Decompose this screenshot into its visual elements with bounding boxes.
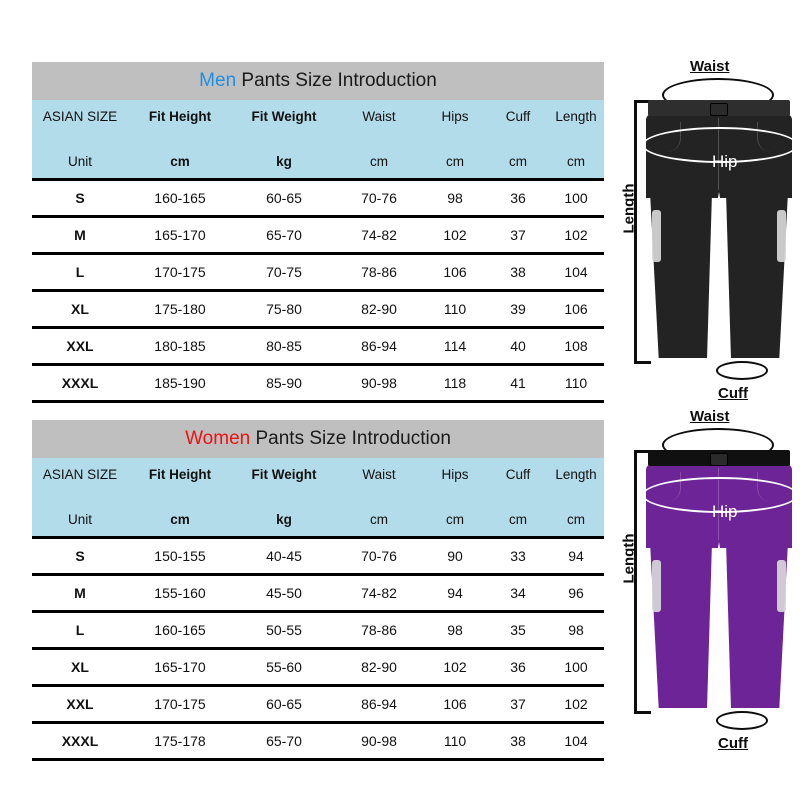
women-header-row [32,458,604,492]
women-waist-label: Waist [690,408,730,425]
table-row [32,650,604,684]
cell-waist: 74-82 [361,585,397,601]
cell-waist: 82-90 [361,659,397,675]
cell-hips: 106 [443,264,467,280]
cell-fit-height: 185-190 [154,375,206,391]
cell-cuff: 40 [510,338,526,354]
cell-fit-weight: 75-80 [266,301,302,317]
women-title-rest: Pants Size Introduction [250,428,451,449]
cell-length: 110 [564,375,588,391]
women-units-row [32,492,604,536]
cell-fit-height: 160-165 [154,190,206,206]
table-row [32,576,604,610]
men-units-row [32,134,604,178]
unit-fit-height: cm [170,154,190,169]
unit-label: Unit [67,512,92,527]
col-header-cuff: Cuff [505,109,531,124]
col-header-hips: Hips [441,109,469,124]
cell-cuff: 41 [510,375,526,391]
cell-size: L [75,622,85,638]
men-table-header [32,100,604,178]
table-row [32,292,604,326]
col-header-fit-height: Fit Height [148,467,212,482]
cell-hips: 94 [447,585,463,601]
men-title-gender: Men [199,70,237,91]
cell-fit-weight: 65-70 [266,733,302,749]
table-row [32,255,604,289]
cell-length: 102 [564,227,588,243]
reflective-strip-left [652,560,661,612]
men-size-table [32,62,604,403]
table-row [32,613,604,647]
table-row [32,181,604,215]
cell-cuff: 39 [510,301,526,317]
cell-hips: 98 [447,190,463,206]
men-header-row [32,100,604,134]
unit-hips: cm [446,512,464,527]
cell-cuff: 36 [510,190,526,206]
cell-waist: 78-86 [361,622,397,638]
col-header-length: Length [555,109,597,124]
cell-fit-weight: 70-75 [266,264,302,280]
cell-waist: 70-76 [361,548,397,564]
men-hip-label: Hip [712,152,738,171]
col-header-asian-size: ASIAN SIZE [42,467,118,482]
unit-cuff: cm [509,512,527,527]
men-pants-diagram [612,52,800,402]
table-row [32,687,604,721]
unit-length: cm [567,512,585,527]
cell-hips: 106 [443,696,467,712]
belt-buckle-icon [710,453,728,466]
cell-fit-height: 155-160 [154,585,206,601]
cell-length: 106 [564,301,588,317]
cell-fit-weight: 55-60 [266,659,302,675]
women-cuff-label: Cuff [718,735,748,752]
table-rule [32,758,604,761]
unit-waist: cm [370,512,388,527]
men-table-title [32,62,604,100]
cell-hips: 102 [443,659,467,675]
cell-size: M [74,227,86,243]
col-header-fit-weight: Fit Weight [251,109,317,124]
cell-size: XXL [66,696,94,712]
unit-waist: cm [370,154,388,169]
cell-cuff: 37 [510,227,526,243]
cell-length: 102 [564,696,588,712]
cell-waist: 78-86 [361,264,397,280]
col-header-asian-size: ASIAN SIZE [42,109,118,124]
women-hip-label: Hip [712,502,738,521]
men-length-label: Length [620,183,638,234]
cell-length: 104 [564,733,588,749]
col-header-length: Length [555,467,597,482]
reflective-strip-right [777,560,786,612]
cell-length: 98 [568,622,584,638]
cell-hips: 102 [443,227,467,243]
unit-fit-weight: kg [276,154,292,169]
cell-fit-weight: 65-70 [266,227,302,243]
table-row [32,539,604,573]
cell-waist: 82-90 [361,301,397,317]
cell-fit-height: 165-170 [154,659,206,675]
cell-size: L [75,264,85,280]
cell-hips: 110 [443,733,467,749]
col-header-hips: Hips [441,467,469,482]
cell-fit-height: 180-185 [154,338,206,354]
women-table-header [32,458,604,536]
men-waist-label: Waist [690,58,730,75]
women-table-title [32,420,604,458]
cell-size: XL [71,659,89,675]
cell-fit-weight: 50-55 [266,622,302,638]
unit-cuff: cm [509,154,527,169]
cell-size: XL [71,301,89,317]
cell-fit-height: 160-165 [154,622,206,638]
women-size-table [32,420,604,761]
unit-fit-weight: kg [276,512,292,527]
cuff-measure-ellipse [716,711,768,730]
pants-leg-gap [714,570,724,708]
cell-size: XXL [66,338,94,354]
cell-hips: 98 [447,622,463,638]
cell-size: M [74,585,86,601]
cell-cuff: 33 [510,548,526,564]
cell-length: 100 [564,659,588,675]
cell-fit-height: 170-175 [154,696,206,712]
cell-fit-weight: 60-65 [266,190,302,206]
unit-fit-height: cm [170,512,190,527]
cell-hips: 110 [443,301,467,317]
cell-fit-weight: 80-85 [266,338,302,354]
unit-label: Unit [67,154,92,169]
cell-fit-weight: 60-65 [266,696,302,712]
cell-fit-weight: 40-45 [266,548,302,564]
cell-fit-height: 150-155 [154,548,206,564]
cell-size: S [75,548,85,564]
women-title-gender: Women [185,428,251,449]
unit-length: cm [567,154,585,169]
cell-fit-height: 165-170 [154,227,206,243]
col-header-cuff: Cuff [505,467,531,482]
cell-length: 104 [564,264,588,280]
cell-size: XXXL [61,733,99,749]
col-header-waist: Waist [362,467,396,482]
women-length-label: Length [620,533,638,584]
table-rule [32,400,604,403]
col-header-waist: Waist [362,109,396,124]
cell-hips: 114 [443,338,467,354]
cell-size: S [75,190,85,206]
cell-length: 96 [568,585,584,601]
cell-length: 108 [564,338,588,354]
men-title-rest: Pants Size Introduction [236,70,437,91]
cell-fit-height: 170-175 [154,264,206,280]
reflective-strip-left [652,210,661,262]
men-cuff-label: Cuff [718,385,748,402]
cell-fit-weight: 45-50 [266,585,302,601]
cell-waist: 86-94 [361,696,397,712]
cuff-measure-ellipse [716,361,768,380]
cell-cuff: 35 [510,622,526,638]
reflective-strip-right [777,210,786,262]
cell-waist: 90-98 [361,733,397,749]
cell-cuff: 37 [510,696,526,712]
cell-cuff: 36 [510,659,526,675]
col-header-fit-height: Fit Height [148,109,212,124]
cell-fit-height: 175-180 [154,301,206,317]
table-row [32,329,604,363]
cell-cuff: 34 [510,585,526,601]
col-header-fit-weight: Fit Weight [251,467,317,482]
table-row [32,724,604,758]
cell-waist: 74-82 [361,227,397,243]
cell-fit-weight: 85-90 [266,375,302,391]
cell-cuff: 38 [510,733,526,749]
cell-cuff: 38 [510,264,526,280]
table-row [32,366,604,400]
women-pants-diagram [612,402,800,752]
cell-size: XXXL [61,375,99,391]
pants-leg-gap [714,220,724,358]
cell-waist: 70-76 [361,190,397,206]
cell-fit-height: 175-178 [154,733,206,749]
cell-length: 100 [564,190,588,206]
cell-length: 94 [568,548,584,564]
unit-hips: cm [446,154,464,169]
cell-hips: 90 [447,548,463,564]
cell-waist: 86-94 [361,338,397,354]
table-row [32,218,604,252]
belt-buckle-icon [710,103,728,116]
cell-waist: 90-98 [361,375,397,391]
cell-hips: 118 [443,375,467,391]
